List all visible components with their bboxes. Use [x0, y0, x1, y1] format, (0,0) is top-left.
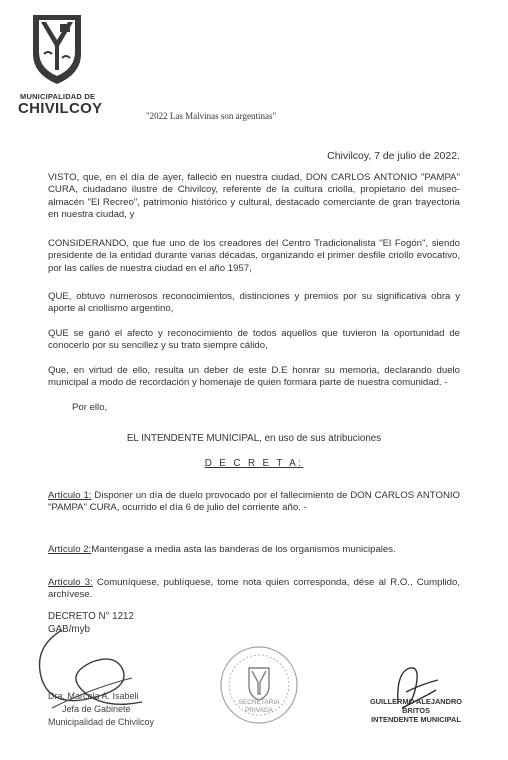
- decreta-heading: D E C R E T A:: [204, 458, 304, 469]
- article-2: [48, 544, 460, 556]
- article-3-label: Artículo 3:: [48, 577, 93, 588]
- municipal-crest-icon: [30, 12, 84, 86]
- article-1-label: Artículo 1:: [48, 490, 92, 501]
- municipality-name: CHIVILCOY: [18, 100, 103, 117]
- que-paragraph-3: Que, en virtud de ello, resulta un deber de este D.E honrar su memoria, declarando duelo municipal a modo de recordación y homenaje de quien formara parte de nuestra comunidad. -: [48, 365, 460, 389]
- signature-left-text: [48, 690, 154, 729]
- considerando-paragraph: CONSIDERANDO, que fue uno de los creadores del Centro Tradicionalista "El Fogón", siendo presidente de la entidad durante varias décadas, organizando el primer desfile criollo evocativo, por las calles de nuestra ciudad en el año 1957,: [48, 238, 460, 274]
- que-paragraph-1: QUE, obtuvo numerosos reconocimientos, distinciones y premios por su significativa obra y aporte al criollismo argentino,: [48, 291, 460, 315]
- motto: "2022 Las Malvinas son argentinas": [146, 111, 277, 121]
- intendente-line: EL INTENDENTE MUNICIPAL, en uso de sus atribuciones: [126, 433, 382, 444]
- visto-paragraph: VISTO, que, en el día de ayer, falleció en nuestra ciudad, DON CARLOS ANTONIO "PAMPA" CURA, ciudadano ilustre de Chivilcoy, referente de la cultura criolla, propietario del museo-almacén "El Recreo", patrimonio histórico y cultural, destacado comerciante de gran trayectoria en nuestra ciudad, y: [48, 172, 460, 221]
- stamp-text: [234, 699, 284, 715]
- por-ello: Por ello,: [72, 402, 108, 413]
- date-line: Chivilcoy, 7 de julio de 2022.: [327, 150, 460, 162]
- stamp-line-2: PRIVADA: [244, 707, 274, 714]
- article-1: [48, 490, 460, 515]
- article-2-text: Mantengase a media asta las banderas de los organismos municipales.: [91, 544, 396, 555]
- decreto-number: DECRETO N° 1212: [48, 611, 134, 622]
- signature-left-org: Municipalidad de Chivilcoy: [48, 717, 155, 727]
- que-paragraph-2: QUE se ganó el afecto y reconocimiento de todos aquellos que tuvieron la oportunidad de conocerlo por su sencillez y su trato siempre cálido,: [48, 328, 460, 352]
- signature-left-name: Dra. Marcela A. Isabeli: [48, 691, 139, 701]
- article-2-label: Artículo 2:: [48, 544, 92, 555]
- article-1-text: Disponer un día de duelo provocado por el fallecimiento de DON CARLOS ANTONIO "PAMPA" CURA, ocurrido el día 6 de julio del corriente año. -: [48, 490, 460, 514]
- initials: GAB/myb: [48, 624, 90, 635]
- signature-left-role: Jefa de Gabinete: [62, 704, 131, 714]
- signature-right-text: [360, 697, 472, 724]
- article-3: [48, 577, 460, 602]
- article-3-text: Comuníquese, publíquese, tome nota quien corresponda, dése al R.O., Cumplido, archívese.: [48, 577, 460, 601]
- signature-right-name: GUILLERMO ALEJANDRO BRITOS: [369, 697, 463, 715]
- signature-right-role: INTENDENTE MUNICIPAL: [371, 715, 461, 724]
- stamp-line-1: SECRETARIA: [238, 699, 280, 706]
- municipality-label: MUNICIPALIDAD DE: [20, 92, 96, 101]
